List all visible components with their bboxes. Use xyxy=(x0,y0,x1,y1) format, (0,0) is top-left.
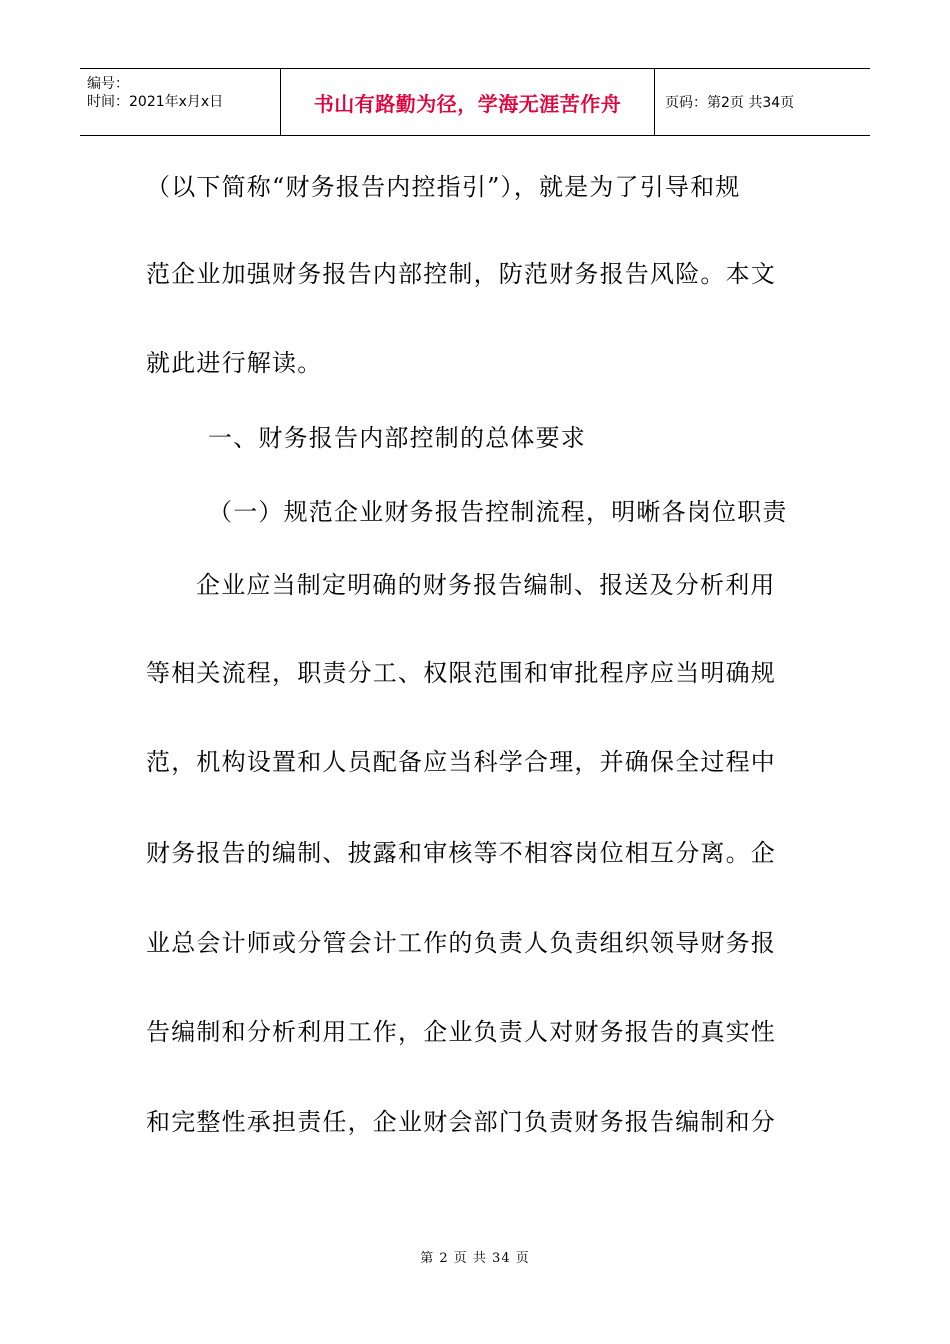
body-line: 和完整性承担责任，企业财会部门负责财务报告编制和分 xyxy=(146,1108,776,1136)
header-motto: 书山有路勤为径，学海无涯苦作舟 xyxy=(313,91,622,116)
body-line: 告编制和分析利用工作，企业负责人对财务报告的真实性 xyxy=(146,1018,776,1046)
header-page-info: 页码：第2页 共34页 xyxy=(665,95,795,111)
body-line: 范，机构设置和人员配备应当科学合理，并确保全过程中 xyxy=(146,748,776,776)
serial-number-label: 编号： xyxy=(87,76,129,92)
section-heading: 一、财务报告内部控制的总体要求 xyxy=(208,424,586,452)
body-line: 企业应当制定明确的财务报告编制、报送及分析利用 xyxy=(196,571,776,599)
date-label: 时间：2021年x月x日 xyxy=(87,94,224,110)
body-line: 范企业加强财务报告内部控制，防范财务报告风险。本文 xyxy=(146,260,776,288)
page-header xyxy=(80,68,870,136)
header-motto-cell xyxy=(281,69,655,135)
body-line: 就此进行解读。 xyxy=(146,349,323,377)
body-line: 财务报告的编制、披露和审核等不相容岗位相互分离。企 xyxy=(146,839,776,867)
header-meta-cell xyxy=(80,69,281,135)
body-line: （以下简称“财务报告内控指引”），就是为了引导和规 xyxy=(146,173,741,201)
body-line: 等相关流程，职责分工、权限范围和审批程序应当明确规 xyxy=(146,659,776,687)
page-footer: 第 2 页 共 34 页 xyxy=(420,1251,530,1266)
header-page-cell xyxy=(655,69,870,135)
body-line: 业总会计师或分管会计工作的负责人负责组织领导财务报 xyxy=(146,929,776,957)
subsection-heading: （一）规范企业财务报告控制流程，明晰各岗位职责 xyxy=(208,498,788,526)
